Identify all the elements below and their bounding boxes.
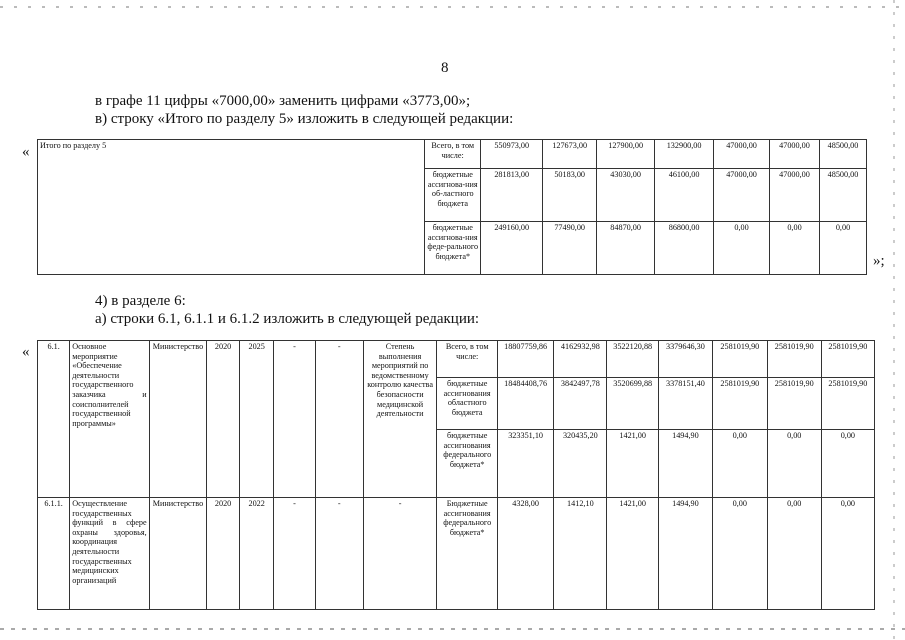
value-cell: 2581019,90 [821, 378, 874, 430]
start-year: 2020 [207, 341, 240, 498]
end-year: 2025 [239, 341, 273, 498]
value-cell: 4328,00 [497, 498, 553, 610]
value-cell: 0,00 [821, 498, 874, 610]
value-cell: 320435,20 [554, 430, 607, 498]
value-cell: 43030,00 [597, 169, 655, 222]
value-cell: 0,00 [770, 222, 820, 275]
value-cell: 18807759,86 [497, 341, 553, 378]
funding-type: Бюджетные ассигнования федерального бюджета* [437, 498, 498, 610]
target-indicator: Степень выполнения мероприятий по ведомственному контролю качества безопасности медицинской деятельности [363, 341, 437, 498]
value-cell: 77490,00 [543, 222, 597, 275]
value-cell: 0,00 [712, 430, 767, 498]
value-cell: 1494,90 [658, 498, 712, 610]
row-number: 6.1. [38, 341, 70, 498]
dash-cell: - [315, 341, 363, 498]
value-cell: 2581019,90 [767, 341, 821, 378]
value-cell: 18484408,76 [497, 378, 553, 430]
scan-edge-top [0, 6, 905, 8]
dash-cell: - [274, 498, 315, 610]
executor: Министерство [149, 341, 207, 498]
value-cell: 47000,00 [714, 169, 770, 222]
value-cell: 3378151,40 [658, 378, 712, 430]
end-year: 2022 [239, 498, 273, 610]
value-cell: 2581019,90 [821, 341, 874, 378]
section5-label: Итого по разделу 5 [38, 140, 425, 275]
activity-name: Основное мероприятие «Обеспечение деятельности государственного заказчика и соисполнителей государственной программы» [70, 341, 149, 498]
value-cell: 2581019,90 [712, 378, 767, 430]
open-quote-1: « [22, 144, 30, 160]
activity-name: Осуществление государственных функций в сфере охраны здоровья, координация деятельности государственных медицинских организаций [70, 498, 149, 610]
value-cell: 2581019,90 [767, 378, 821, 430]
value-cell: 0,00 [767, 430, 821, 498]
value-cell: 0,00 [714, 222, 770, 275]
section6-line-2: а) строки 6.1, 6.1.1 и 6.1.2 изложить в следующей редакции: [95, 311, 480, 327]
value-cell: 323351,10 [497, 430, 553, 498]
dash-cell: - [315, 498, 363, 610]
funding-type: бюджетные ассигнования областного бюджета [437, 378, 498, 430]
value-cell: 132900,00 [655, 140, 714, 169]
section5-total-table [37, 139, 867, 275]
value-cell: 50183,00 [543, 169, 597, 222]
funding-type: Всего, в том числе: [425, 140, 481, 169]
value-cell: 47000,00 [714, 140, 770, 169]
value-cell: 47000,00 [770, 140, 820, 169]
value-cell: 127900,00 [597, 140, 655, 169]
value-cell: 1494,90 [658, 430, 712, 498]
start-year: 2020 [207, 498, 240, 610]
value-cell: 84870,00 [597, 222, 655, 275]
value-cell: 281813,00 [481, 169, 543, 222]
value-cell: 3522120,88 [607, 341, 658, 378]
value-cell: 48500,00 [819, 140, 866, 169]
value-cell: 249160,00 [481, 222, 543, 275]
row-number: 6.1.1. [38, 498, 70, 610]
value-cell: 550973,00 [481, 140, 543, 169]
value-cell: 0,00 [712, 498, 767, 610]
value-cell: 46100,00 [655, 169, 714, 222]
value-cell: 2581019,90 [712, 341, 767, 378]
intro-line-2: в) строку «Итого по разделу 5» изложить в следующей редакции: [95, 111, 514, 127]
target-indicator: - [363, 498, 437, 610]
value-cell: 1421,00 [607, 498, 658, 610]
value-cell: 0,00 [819, 222, 866, 275]
value-cell: 48500,00 [819, 169, 866, 222]
value-cell: 127673,00 [543, 140, 597, 169]
value-cell: 1421,00 [607, 430, 658, 498]
funding-type: бюджетные ассигнова-ния феде-рального бюджета* [425, 222, 481, 275]
funding-type: бюджетные ассигнования федерального бюджета* [437, 430, 498, 498]
close-quote-1: »; [873, 253, 885, 269]
funding-type: Всего, в том числе: [437, 341, 498, 378]
value-cell: 3379646,30 [658, 341, 712, 378]
value-cell: 4162932,98 [554, 341, 607, 378]
value-cell: 47000,00 [770, 169, 820, 222]
funding-type: бюджетные ассигнова-ния об-ластного бюджета [425, 169, 481, 222]
scan-edge-right [893, 0, 895, 640]
open-quote-2: « [22, 344, 30, 360]
scan-edge-bottom [0, 628, 905, 630]
value-cell: 86800,00 [655, 222, 714, 275]
page-number: 8 [441, 60, 449, 76]
value-cell: 0,00 [821, 430, 874, 498]
intro-line-1: в графе 11 цифры «7000,00» заменить цифрами «3773,00»; [95, 93, 471, 109]
executor: Министерство [149, 498, 207, 610]
value-cell: 3520699,88 [607, 378, 658, 430]
dash-cell: - [274, 341, 315, 498]
value-cell: 1412,10 [554, 498, 607, 610]
value-cell: 3842497,78 [554, 378, 607, 430]
section6-table [37, 340, 875, 610]
value-cell: 0,00 [767, 498, 821, 610]
section6-line-1: 4) в разделе 6: [95, 293, 186, 309]
